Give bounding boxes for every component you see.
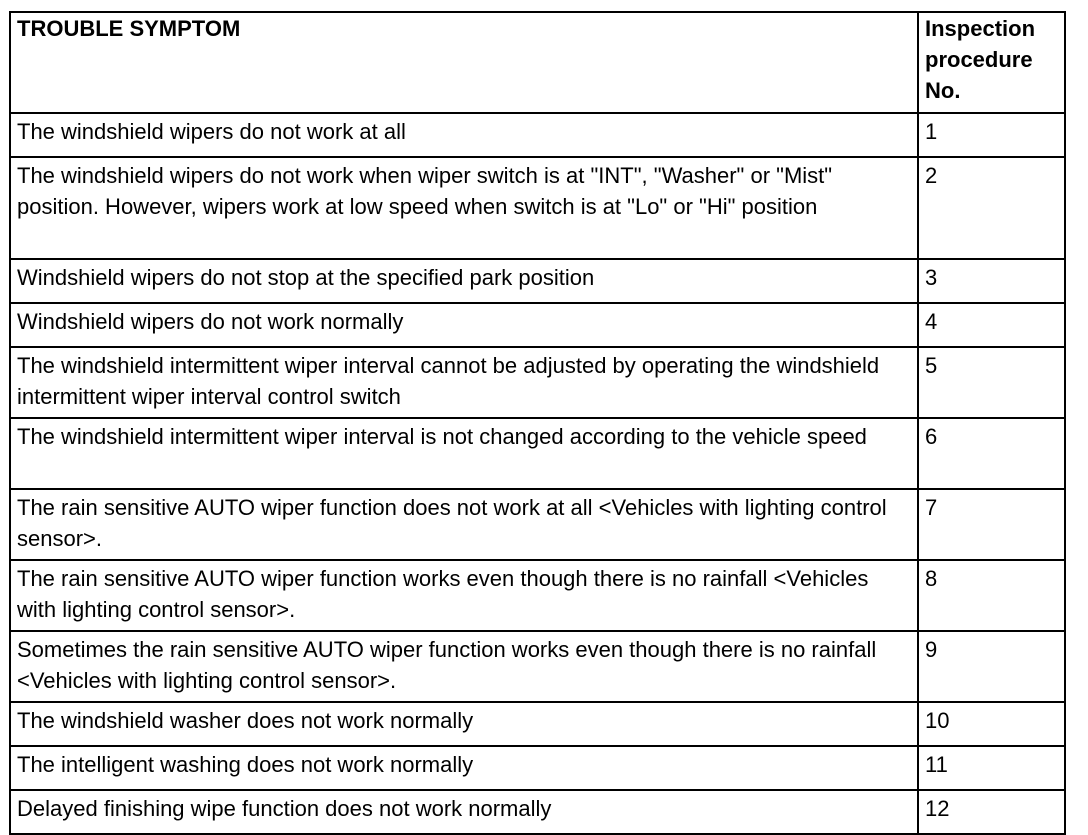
procedure-no-cell: 1 [918, 113, 1065, 157]
procedure-no-cell: 6 [918, 418, 1065, 489]
table-row [10, 347, 1065, 418]
table-row [10, 489, 1065, 560]
symptom-cell: Delayed finishing wipe function does not work normally [10, 790, 918, 834]
symptom-cell: The windshield intermittent wiper interval cannot be adjusted by operating the windshield intermittent wiper interval control switch [10, 347, 918, 418]
procedure-no-cell: 9 [918, 631, 1065, 702]
procedure-no-cell: 5 [918, 347, 1065, 418]
symptom-cell: The windshield wipers do not work at all [10, 113, 918, 157]
procedure-no-cell: 2 [918, 157, 1065, 259]
symptom-cell: The rain sensitive AUTO wiper function works even though there is no rainfall <Vehicles with lighting control sensor>. [10, 560, 918, 631]
table-row [10, 746, 1065, 790]
table-row [10, 303, 1065, 347]
procedure-no-cell: 3 [918, 259, 1065, 303]
header-inspection-procedure: Inspection procedure No. [918, 12, 1065, 113]
procedure-no-cell: 12 [918, 790, 1065, 834]
trouble-symptom-table [9, 11, 1066, 835]
table-row [10, 702, 1065, 746]
table-row [10, 113, 1065, 157]
symptom-cell: Windshield wipers do not work normally [10, 303, 918, 347]
symptom-cell: The rain sensitive AUTO wiper function does not work at all <Vehicles with lighting control sensor>. [10, 489, 918, 560]
table-row [10, 560, 1065, 631]
symptom-cell: Windshield wipers do not stop at the specified park position [10, 259, 918, 303]
table-header-row [10, 12, 1065, 113]
procedure-no-cell: 7 [918, 489, 1065, 560]
table-row [10, 790, 1065, 834]
symptom-cell: Sometimes the rain sensitive AUTO wiper function works even though there is no rainfall <Vehicles with lighting control sensor>. [10, 631, 918, 702]
symptom-cell: The windshield intermittent wiper interval is not changed according to the vehicle speed [10, 418, 918, 489]
procedure-no-cell: 10 [918, 702, 1065, 746]
table-row [10, 157, 1065, 259]
procedure-no-cell: 8 [918, 560, 1065, 631]
symptom-cell: The windshield washer does not work normally [10, 702, 918, 746]
procedure-no-cell: 11 [918, 746, 1065, 790]
header-trouble-symptom: TROUBLE SYMPTOM [10, 12, 918, 113]
table-row [10, 259, 1065, 303]
symptom-cell: The windshield wipers do not work when wiper switch is at "INT", "Washer" or "Mist" position. However, wipers work at low speed when switch is at "Lo" or "Hi" position [10, 157, 918, 259]
table-row [10, 631, 1065, 702]
table-row [10, 418, 1065, 489]
symptom-cell: The intelligent washing does not work normally [10, 746, 918, 790]
procedure-no-cell: 4 [918, 303, 1065, 347]
